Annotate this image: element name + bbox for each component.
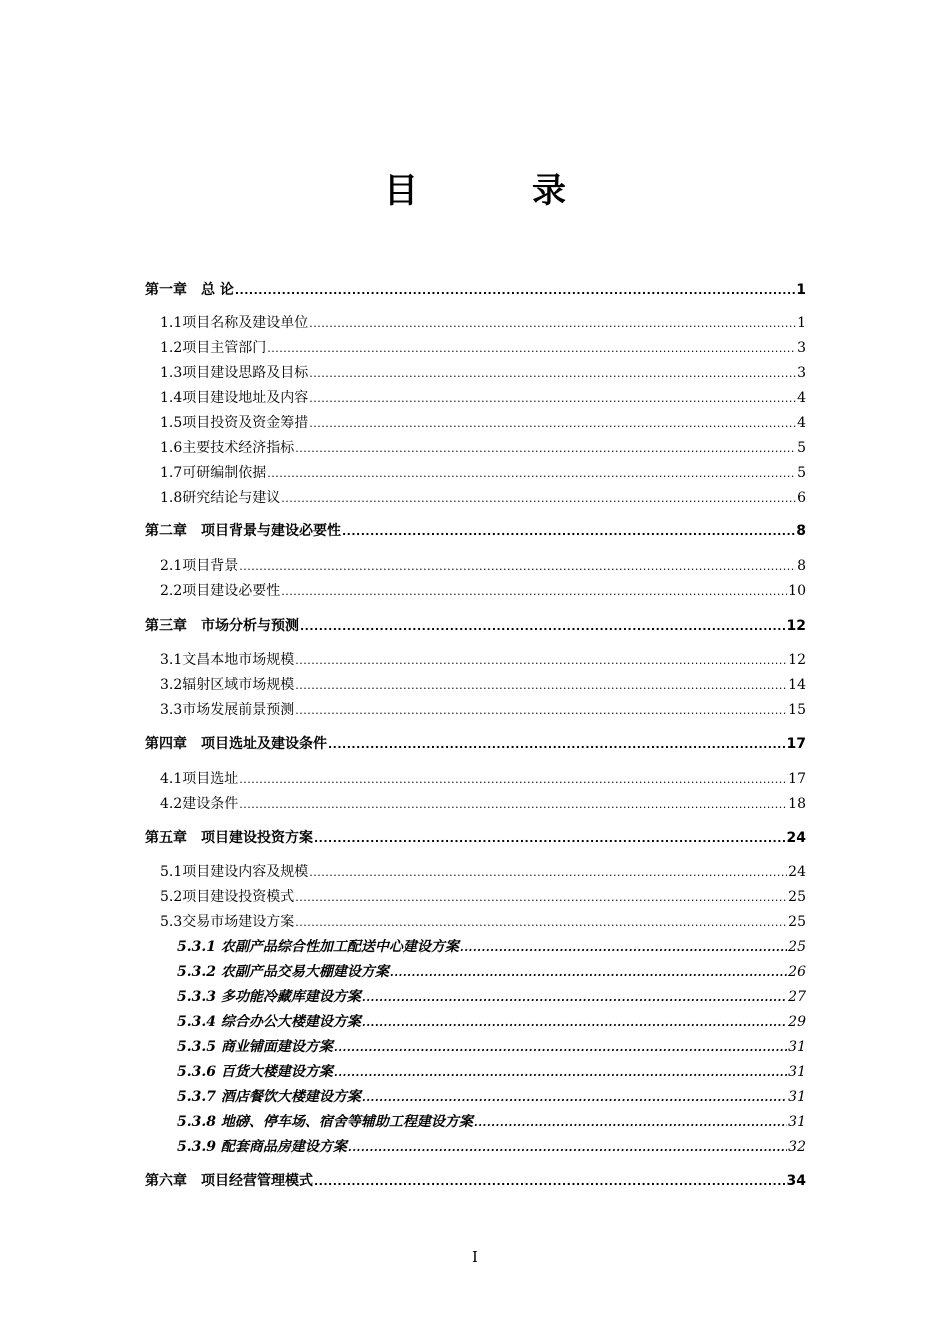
toc-entry-label: 5.3.1 农副产品综合性加工配送中心建设方案: [177, 939, 459, 955]
toc-entry-page-number: 31: [788, 1089, 806, 1105]
toc-section-entry[interactable]: [160, 911, 806, 933]
toc-entry-page-number: 17: [788, 771, 806, 787]
toc-entry-page-number: 5: [797, 440, 806, 456]
dot-leader: [460, 937, 787, 959]
dot-leader: [295, 912, 787, 934]
dot-leader: [309, 388, 796, 410]
toc-entry-label: 4.1项目选址: [160, 771, 239, 787]
toc-entry-page-number: 3: [797, 340, 806, 356]
dot-leader: [281, 488, 796, 510]
toc-subsection-entry[interactable]: [177, 936, 806, 958]
dot-leader: [474, 1112, 787, 1134]
toc-entry-page-number: 25: [788, 889, 806, 905]
dot-leader: [362, 1012, 787, 1034]
toc-section-entry[interactable]: [160, 362, 806, 384]
dot-leader: [309, 363, 796, 385]
dot-leader: [309, 413, 796, 435]
dot-leader: [362, 987, 787, 1009]
toc-section-entry[interactable]: [160, 555, 806, 577]
toc-entry-label: 5.3.7 酒店餐饮大楼建设方案: [177, 1089, 361, 1105]
toc-section-entry[interactable]: [160, 580, 806, 602]
dot-leader: [235, 280, 795, 302]
toc-chapter-entry[interactable]: [145, 615, 806, 637]
toc-entry-label: 5.3.8 地磅、停车场、宿舍等辅助工程建设方案: [177, 1114, 473, 1130]
toc-entry-label: 5.3.4 综合办公大楼建设方案: [177, 1014, 361, 1030]
toc-entry-page-number: 4: [797, 415, 806, 431]
toc-entry-label: 5.3交易市场建设方案: [160, 914, 295, 930]
dot-leader: [342, 521, 795, 543]
toc-section-entry[interactable]: [160, 412, 806, 434]
toc-entry-page-number: 27: [788, 989, 806, 1005]
toc-entry-page-number: 18: [788, 796, 806, 812]
toc-entry-label: 1.5项目投资及资金筹措: [160, 415, 309, 431]
toc-entry-page-number: 12: [788, 652, 806, 668]
toc-entry-label: 第三章 市场分析与预测: [145, 618, 299, 634]
toc-chapter-entry[interactable]: [145, 827, 806, 849]
toc-entry-label: 3.3市场发展前景预测: [160, 702, 295, 718]
dot-leader: [390, 962, 787, 984]
toc-entry-page-number: 31: [788, 1039, 806, 1055]
toc-subsection-entry[interactable]: [177, 1061, 806, 1083]
toc-subsection-entry[interactable]: [177, 1136, 806, 1158]
toc-chapter-entry[interactable]: [145, 520, 806, 542]
dot-leader: [328, 734, 786, 756]
toc-section-entry[interactable]: [160, 337, 806, 359]
toc-entry-label: 5.3.2 农副产品交易大棚建设方案: [177, 964, 389, 980]
toc-entry-label: 5.3.6 百货大楼建设方案: [177, 1064, 333, 1080]
page-title: 目 录: [384, 171, 606, 211]
toc-entry-page-number: 25: [788, 939, 806, 955]
toc-entry-label: 5.3.9 配套商品房建设方案: [177, 1139, 347, 1155]
dot-leader: [295, 675, 787, 697]
toc-entry-label: 第五章 项目建设投资方案: [145, 830, 313, 846]
toc-entry-label: 2.2项目建设必要性: [160, 583, 281, 599]
toc-entry-label: 3.1文昌本地市场规模: [160, 652, 295, 668]
dot-leader: [334, 1037, 787, 1059]
toc-section-entry[interactable]: [160, 674, 806, 696]
toc-section-entry[interactable]: [160, 462, 806, 484]
toc-section-entry[interactable]: [160, 861, 806, 883]
dot-leader: [267, 463, 796, 485]
toc-section-entry[interactable]: [160, 699, 806, 721]
dot-leader: [300, 616, 786, 638]
toc-entry-page-number: 3: [797, 365, 806, 381]
toc-subsection-entry[interactable]: [177, 986, 806, 1008]
toc-chapter-entry[interactable]: [145, 1170, 806, 1192]
dot-leader: [362, 1087, 787, 1109]
toc-entry-page-number: 26: [788, 964, 806, 980]
dot-leader: [314, 1171, 786, 1193]
toc-entry-page-number: 5: [797, 465, 806, 481]
dot-leader: [239, 556, 796, 578]
toc-entry-label: 1.6主要技术经济指标: [160, 440, 295, 456]
toc-entry-label: 1.4项目建设地址及内容: [160, 390, 309, 406]
toc-chapter-entry[interactable]: [145, 279, 806, 301]
toc-entry-label: 1.3项目建设思路及目标: [160, 365, 309, 381]
dot-leader: [239, 794, 787, 816]
toc-entry-label: 5.3.3 多功能冷藏库建设方案: [177, 989, 361, 1005]
dot-leader: [295, 887, 787, 909]
toc-entry-label: 第二章 项目背景与建设必要性: [145, 523, 341, 539]
toc-entry-label: 5.1项目建设内容及规模: [160, 864, 309, 880]
toc-entry-label: 1.8研究结论与建议: [160, 490, 281, 506]
toc-entry-page-number: 10: [788, 583, 806, 599]
toc-entry-page-number: 31: [788, 1114, 806, 1130]
toc-section-entry[interactable]: [160, 437, 806, 459]
dot-leader: [309, 862, 787, 884]
toc-entry-label: 第一章 总 论: [145, 282, 234, 298]
toc-section-entry[interactable]: [160, 312, 806, 334]
toc-subsection-entry[interactable]: [177, 1111, 806, 1133]
dot-leader: [309, 313, 796, 335]
toc-chapter-entry[interactable]: [145, 733, 806, 755]
toc-entry-page-number: 31: [788, 1064, 806, 1080]
page-number: I: [472, 1248, 478, 1266]
toc-section-entry[interactable]: [160, 768, 806, 790]
toc-entry-page-number: 8: [797, 558, 806, 574]
toc-entry-page-number: 34: [786, 1173, 806, 1189]
toc-entry-label: 第六章 项目经营管理模式: [145, 1173, 313, 1189]
dot-leader: [267, 338, 796, 360]
toc-section-entry[interactable]: [160, 487, 806, 509]
dot-leader: [314, 828, 786, 850]
toc-entry-page-number: 24: [788, 864, 806, 880]
toc-entry-page-number: 32: [788, 1139, 806, 1155]
toc-entry-page-number: 15: [788, 702, 806, 718]
toc-entry-label: 4.2建设条件: [160, 796, 239, 812]
toc-entry-label: 5.3.5 商业铺面建设方案: [177, 1039, 333, 1055]
toc-subsection-entry[interactable]: [177, 1086, 806, 1108]
toc-entry-label: 第四章 项目选址及建设条件: [145, 736, 327, 752]
dot-leader: [348, 1137, 787, 1159]
toc-subsection-entry[interactable]: [177, 961, 806, 983]
toc-subsection-entry[interactable]: [177, 1036, 806, 1058]
dot-leader: [295, 438, 796, 460]
toc-section-entry[interactable]: [160, 793, 806, 815]
toc-entry-label: 2.1项目背景: [160, 558, 239, 574]
toc-entry-page-number: 14: [788, 677, 806, 693]
toc-entry-page-number: 29: [788, 1014, 806, 1030]
toc-entry-page-number: 17: [786, 736, 806, 752]
toc-section-entry[interactable]: [160, 387, 806, 409]
toc-entry-label: 1.2项目主管部门: [160, 340, 267, 356]
toc-entry-label: 5.2项目建设投资模式: [160, 889, 295, 905]
toc-entry-page-number: 1: [796, 282, 806, 298]
toc-entry-page-number: 4: [797, 390, 806, 406]
toc-entry-page-number: 1: [797, 315, 806, 331]
dot-leader: [334, 1062, 787, 1084]
toc-entry-page-number: 25: [788, 914, 806, 930]
toc-entry-page-number: 6: [797, 490, 806, 506]
toc-entry-page-number: 24: [786, 830, 806, 846]
toc-section-entry[interactable]: [160, 649, 806, 671]
toc-entry-label: 3.2辐射区域市场规模: [160, 677, 295, 693]
dot-leader: [295, 700, 787, 722]
dot-leader: [295, 650, 787, 672]
toc-entry-page-number: 8: [796, 523, 806, 539]
toc-section-entry[interactable]: [160, 886, 806, 908]
toc-subsection-entry[interactable]: [177, 1011, 806, 1033]
dot-leader: [239, 769, 787, 791]
dot-leader: [281, 581, 787, 603]
toc-entry-page-number: 12: [786, 618, 806, 634]
toc-entry-label: 1.7可研编制依据: [160, 465, 267, 481]
toc-entry-label: 1.1项目名称及建设单位: [160, 315, 309, 331]
